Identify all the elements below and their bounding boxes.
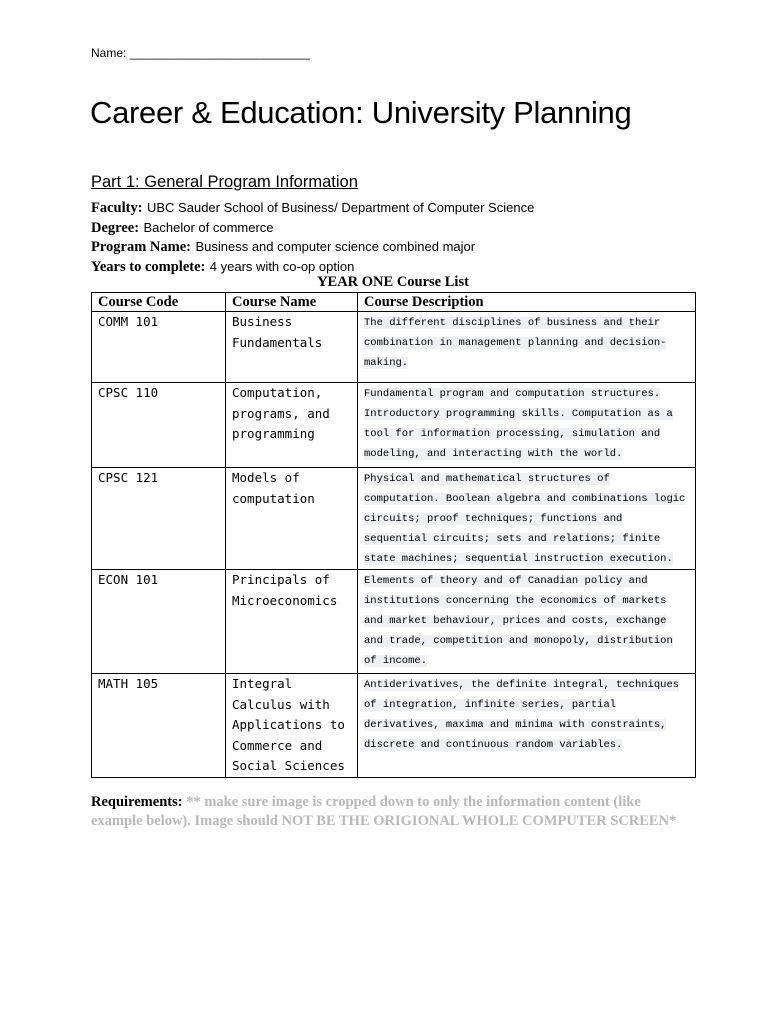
- requirements-label: Requirements:: [91, 794, 183, 810]
- requirements-note: [91, 793, 691, 831]
- course-code: MATH 105: [92, 674, 226, 778]
- field-degree: [91, 218, 691, 238]
- header-course-code: Course Code: [92, 293, 226, 312]
- course-name: Computation, programs, and programming: [226, 383, 358, 468]
- field-key: Faculty:: [91, 200, 143, 216]
- course-description: [358, 674, 696, 778]
- course-table: [91, 292, 696, 778]
- course-description-text: The different disciplines of business and their combination in management planning and decision-making.: [364, 317, 667, 369]
- course-description: [358, 383, 696, 468]
- course-description: [358, 468, 696, 570]
- course-name: Principals of Microeconomics: [226, 570, 358, 674]
- course-description-text: Elements of theory and of Canadian policy and institutions concerning the economics of markets and market behaviour, prices and costs, exchange and trade, competition and monopoly, distribution of income.: [364, 575, 673, 667]
- course-description-text: Physical and mathematical structures of computation. Boolean algebra and combinations logic circuits; proof techniques; functions and sequential circuits; sets and relations; finite state machines; sequential instruction execution.: [364, 473, 686, 565]
- table-row: [92, 674, 696, 778]
- document-title: Career & Education: University Planning: [90, 95, 632, 130]
- field-value: Bachelor of commerce: [143, 219, 274, 235]
- table-row: [92, 468, 696, 570]
- table-row: [92, 312, 696, 383]
- course-description: [358, 312, 696, 383]
- field-value: UBC Sauder School of Business/ Department of Computer Science: [147, 200, 535, 215]
- field-value: 4 years with co-op option: [209, 258, 355, 274]
- course-description: [358, 570, 696, 674]
- requirements-text: ** make sure image is cropped down to only the information content (like example below). Image should NOT BE THE ORIGIONAL WHOLE COMPUTER SCREEN*: [91, 794, 677, 829]
- header-course-description: Course Description: [358, 293, 696, 312]
- course-code: CPSC 110: [92, 383, 226, 468]
- name-label: Name:: [91, 46, 127, 60]
- field-key: Years to complete:: [91, 258, 206, 275]
- field-faculty: [91, 198, 691, 218]
- table-caption: YEAR ONE Course List: [317, 274, 469, 290]
- name-line: [91, 46, 310, 60]
- course-description-text: Fundamental program and computation structures. Introductory programming skills. Computation as a tool for information processing, simulation and modeling, and interacting with the world.: [364, 388, 673, 460]
- course-description-text: Antiderivatives, the definite integral, techniques of integration, infinite series, partial derivatives, maxima and minima with constraints, discrete and continuous random variables.: [364, 679, 680, 751]
- program-info-fields: [91, 198, 691, 276]
- table-row: [92, 570, 696, 674]
- course-code: COMM 101: [92, 312, 226, 383]
- table-row: [92, 383, 696, 468]
- field-program-name: [91, 237, 691, 257]
- course-name: Integral Calculus with Applications to Commerce and Social Sciences: [226, 674, 358, 778]
- field-key: Program Name:: [91, 239, 191, 255]
- field-value: Business and computer science combined major: [195, 239, 476, 254]
- part1-heading: Part 1: General Program Information: [91, 173, 358, 191]
- name-blank: ___________________________: [129, 46, 310, 60]
- header-course-name: Course Name: [226, 293, 358, 312]
- course-code: CPSC 121: [92, 468, 226, 570]
- field-key: Degree:: [91, 219, 140, 236]
- course-name: Models of computation: [226, 468, 358, 570]
- course-name: Business Fundamentals: [226, 312, 358, 383]
- course-code: ECON 101: [92, 570, 226, 674]
- table-header-row: [92, 293, 696, 312]
